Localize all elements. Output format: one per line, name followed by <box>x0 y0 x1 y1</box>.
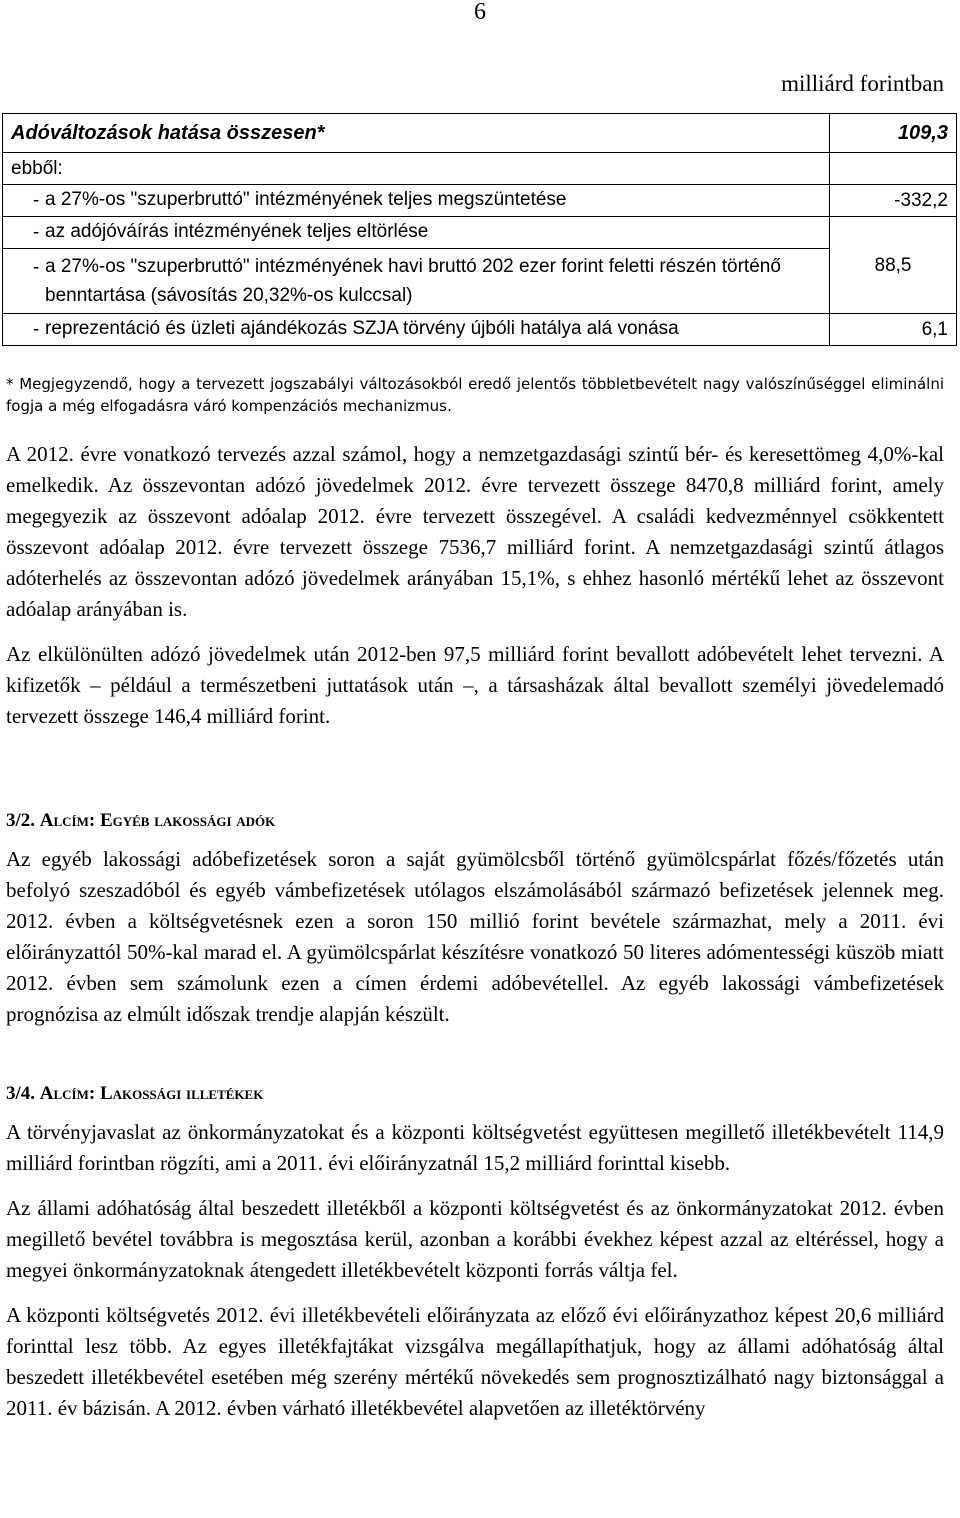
table-row <box>3 185 957 217</box>
total-value: 109,3 <box>830 114 957 153</box>
item-value: 6,1 <box>830 314 957 346</box>
table-row-total <box>3 114 957 153</box>
section-heading <box>6 805 944 836</box>
page-number: 6 <box>474 0 486 25</box>
section-number: 3/4. <box>6 1083 36 1104</box>
table-row-of-which <box>3 153 957 185</box>
of-which-label: ebből: <box>3 153 830 185</box>
section-title: Alcím: Lakossági illetékek <box>39 1083 264 1104</box>
paragraph: Az elkülönülten adózó jövedelmek után 2012-ben 97,5 milliárd forint bevallott adóbevételt lehet tervezni. A kifizetők – például a természetbeni juttatások után –, a társasházak által bevallott személyi jövedelemadó tervezett összege 146,4 milliárd forint. <box>6 642 944 728</box>
table-footnote: * Megjegyzendő, hogy a tervezett jogszabályi változásokból eredő jelentős többletbevételt nagy valószínűséggel eliminálni fogja a még elfogadásra váró kompenzációs mechanizmus. <box>6 375 944 415</box>
paragraph: Az állami adóhatóság által beszedett illetékből a központi költségvetést és az önkormányzatokat 2012. évben megillető bevétel továbbra is megosztása kerül, azonban a korábbi évekhez képest azzal az eltéréssel, hogy a megyei önkormányzatoknak átengedett illetékbevételt központi forrás váltja fel. <box>6 1196 944 1282</box>
item-dash: - <box>33 190 40 211</box>
total-label: Adóváltozások hatása összesen* <box>3 114 830 153</box>
paragraph: A központi költségvetés 2012. évi illetékbevételi előirányzata az előző évi előirányzathoz képest 20,6 milliárd forinttal lesz több. Az egyes illetékfajtákat vizsgálva megállapíthatjuk, hogy az állami adóhatóság által beszedett illetékbevétel esetében még szerény mértékű növekedés sem prognosztizálható nagy biztonsággal a 2011. év bázisán. A 2012. évben várható illetékbevétel alapvetően az illetéktörvény <box>6 1303 944 1420</box>
body-text-section-2 <box>6 805 944 1044</box>
item-text: a 27%-os "szuperbruttó" intézményének havi bruttó 202 ezer forint feletti részén történő benntartása (sávosítás 20,32%-os kulccsal) <box>45 256 781 306</box>
section-heading <box>6 1078 944 1109</box>
table-row <box>3 249 957 314</box>
paragraph: Az egyéb lakossági adóbefizetések soron a saját gyümölcsből történő gyümölcspárlat főzés/főzetés után befolyó szeszadóból és egyéb vámbefizetések utólagos elszámolásából származó befizetések jelennek meg. 2012. évben a költségvetésnek ezen a soron 150 millió forint bevétele származhat, mely a 2011. évi előirányzattól 50%-kal marad el. A gyümölcspárlat készítésre vonatkozó 50 literes adómentességi küszöb miatt 2012. évben sem számolunk ezen a címen érdemi adóbevétellel. Az egyéb lakossági vámbefizetések prognózisa az elmúlt időszak trendje alapján készült. <box>6 847 944 1026</box>
item-text: reprezentáció és üzleti ajándékozás SZJA törvény újbóli hatálya alá vonása <box>45 318 679 339</box>
paragraph: A 2012. évre vonatkozó tervezés azzal számol, hogy a nemzetgazdasági szintű bér- és keresettömeg 4,0%-kal emelkedik. Az összevontan adózó jövedelmek 2012. évre tervezett összege 8470,8 milliárd forint, amely megegyezik az összevont adóalap 2012. évre tervezett összegével. A családi kedvezménnyel csökkentett összevont adóalap 2012. évre tervezett összege 7536,7 milliárd forint. A nemzetgazdasági szintű átlagos adóterhelés az összevontan adózó jövedelmek arányában 15,1%, s ehhez hasonló mértékű lehet az összevont adóalap arányában is. <box>6 442 944 621</box>
item-value: -332,2 <box>830 185 957 217</box>
item-dash: - <box>33 222 40 243</box>
item-dash: - <box>33 257 40 278</box>
merged-value: 88,5 <box>830 217 957 314</box>
paragraph: A törvényjavaslat az önkormányzatokat és a központi költségvetést együttesen megillető illetékbevételt 114,9 milliárd forintban rögzíti, ami a 2011. évi előirányzatnál 15,2 milliárd forinttal kisebb. <box>6 1120 944 1175</box>
unit-label: milliárd forintban <box>781 71 944 96</box>
body-text-section-3 <box>6 1078 944 1438</box>
item-text: a 27%-os "szuperbruttó" intézményének teljes megszüntetése <box>45 189 567 210</box>
item-text: az adójóváírás intézményének teljes eltörlése <box>45 221 429 242</box>
table-row <box>3 217 957 249</box>
body-text-section-1 <box>6 439 944 746</box>
table-row <box>3 314 957 346</box>
section-title: Alcím: Egyéb lakossági adók <box>39 810 276 831</box>
tax-impact-table <box>2 113 957 346</box>
item-dash: - <box>33 319 40 340</box>
section-number: 3/2. <box>6 810 36 831</box>
